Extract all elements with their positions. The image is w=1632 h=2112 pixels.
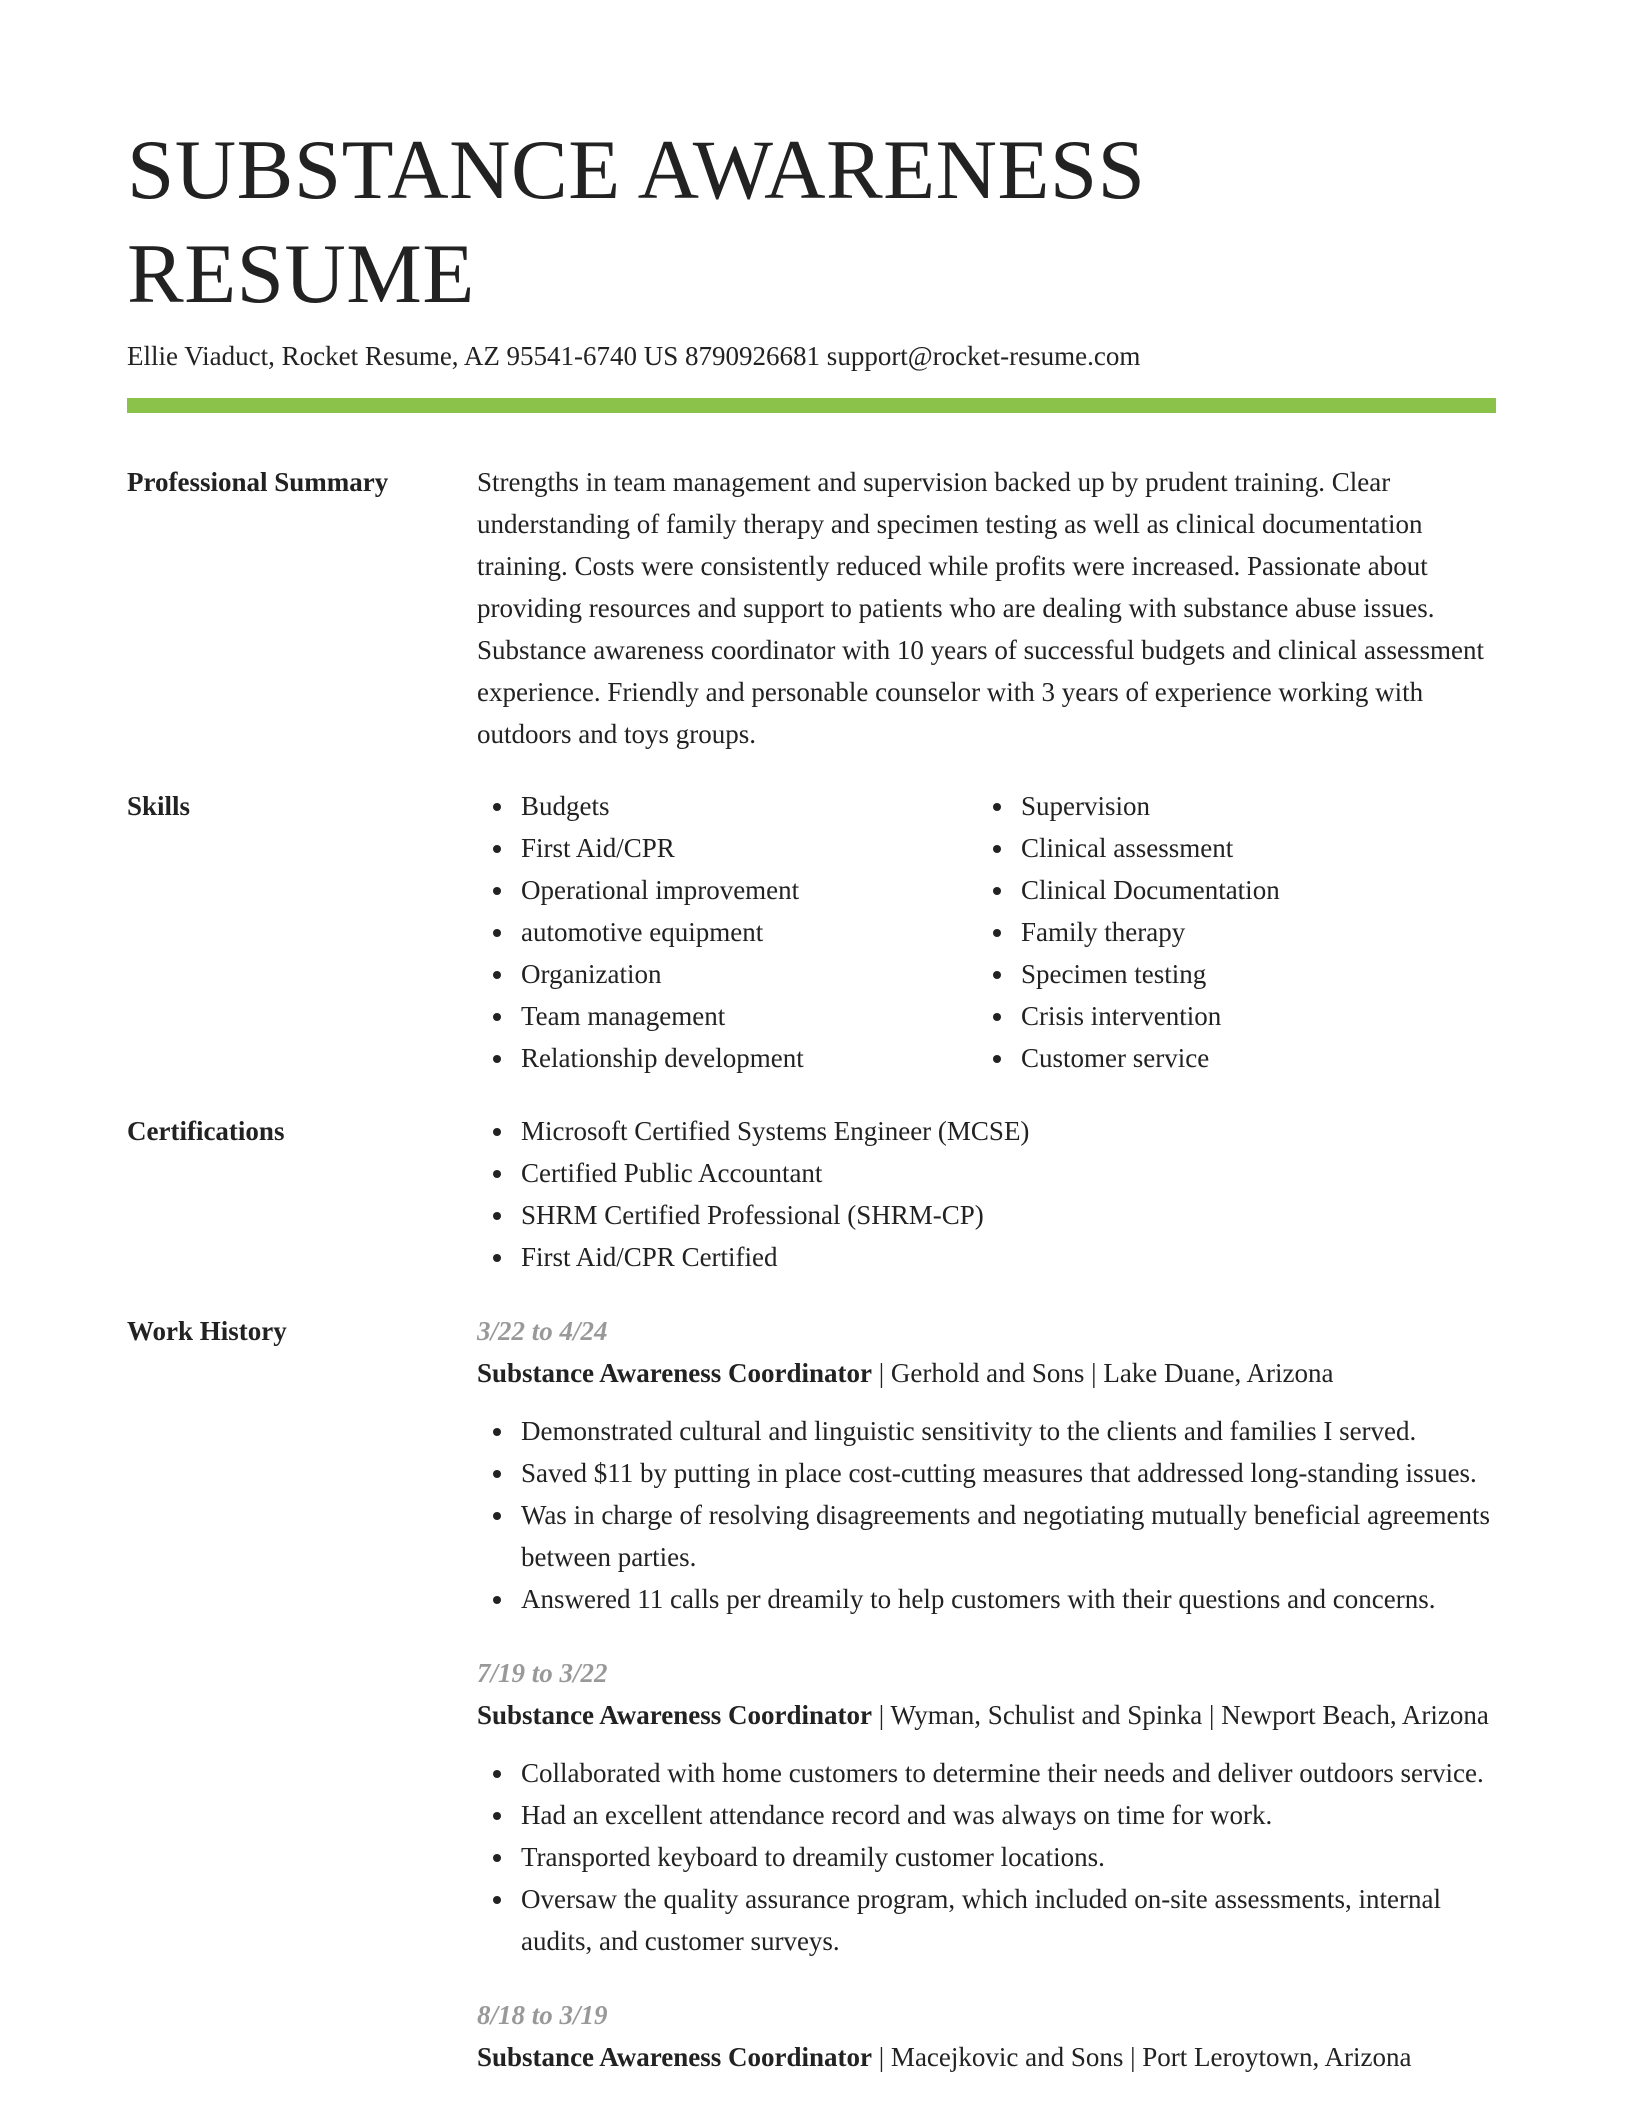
header-divider [127, 398, 1496, 413]
skill-item: Operational improvement [477, 869, 977, 911]
job-bullet: Was in charge of resolving disagreements and negotiating mutually beneficial agreements between parties. [477, 1494, 1496, 1578]
skill-item: Crisis intervention [977, 995, 1477, 1037]
skill-item: Relationship development [477, 1037, 977, 1079]
skill-item: Supervision [977, 785, 1477, 827]
skill-item: Organization [477, 953, 977, 995]
job-bullet: Answered 11 calls per dreamily to help customers with their questions and concerns. [477, 1578, 1496, 1620]
skill-item: Team management [477, 995, 977, 1037]
summary-text: Strengths in team management and supervision backed up by prudent training. Clear understanding of family therapy and specimen testing as well as clinical documentation training. Costs were consistently reduced while profits were increased. Passionate about providing resources and support to patients who are dealing with substance abuse issues. Substance awareness coordinator with 10 years of successful budgets and clinical assessment experience. Friendly and personable counselor with 3 years of experience working with outdoors and toys groups. [477, 467, 1484, 749]
skill-item: Clinical assessment [977, 827, 1477, 869]
certifications-section [127, 1110, 1496, 1278]
skill-item: automotive equipment [477, 911, 977, 953]
job-heading [477, 2036, 1496, 2078]
section-label-certifications: Certifications [127, 1116, 285, 1146]
job-date: 3/22 to 4/24 [477, 1316, 608, 1346]
certification-item: Certified Public Accountant [477, 1152, 1496, 1194]
certification-item: First Aid/CPR Certified [477, 1236, 1496, 1278]
section-label-summary: Professional Summary [127, 467, 389, 497]
job-bullet: Had an excellent attendance record and was always on time for work. [477, 1794, 1496, 1836]
skills-list-left [477, 785, 977, 1079]
job-bullet: Collaborated with home customers to determine their needs and deliver outdoors service. [477, 1752, 1496, 1794]
skill-item: Customer service [977, 1037, 1477, 1079]
job-date: 7/19 to 3/22 [477, 1658, 608, 1688]
job-bullet: Transported keyboard to dreamily customer locations. [477, 1836, 1496, 1878]
job-title: Substance Awareness Coordinator [477, 1700, 873, 1730]
job-date: 8/18 to 3/19 [477, 2000, 608, 2030]
job-entry [477, 1652, 1496, 1962]
job-bullets [477, 1752, 1496, 1962]
job-entry [477, 1310, 1496, 1620]
resume-page [127, 0, 1496, 2110]
skill-item: Family therapy [977, 911, 1477, 953]
job-details: | Gerhold and Sons | Lake Duane, Arizona [872, 1358, 1334, 1388]
certification-item: SHRM Certified Professional (SHRM-CP) [477, 1194, 1496, 1236]
skill-item: First Aid/CPR [477, 827, 977, 869]
job-details: | Wyman, Schulist and Spinka | Newport Beach, Arizona [872, 1700, 1489, 1730]
contact-line: Ellie Viaduct, Rocket Resume, AZ 95541-6740 US 8790926681 support@rocket-resume.com [127, 341, 1141, 371]
skill-item: Specimen testing [977, 953, 1477, 995]
work-history-section [127, 1310, 1496, 2110]
job-bullets [477, 1410, 1496, 1620]
job-bullet: Saved $11 by putting in place cost-cutting measures that addressed long-standing issues. [477, 1452, 1496, 1494]
resume-title: SUBSTANCE AWARENESS RESUME [127, 123, 1146, 321]
certification-item: Microsoft Certified Systems Engineer (MCSE) [477, 1110, 1496, 1152]
section-label-work-history: Work History [127, 1316, 287, 1346]
job-title: Substance Awareness Coordinator [477, 1358, 873, 1388]
section-label-skills: Skills [127, 791, 191, 821]
skill-item: Budgets [477, 785, 977, 827]
skills-section [127, 785, 1496, 1079]
job-details: | Macejkovic and Sons | Port Leroytown, Arizona [872, 2042, 1412, 2072]
job-title: Substance Awareness Coordinator [477, 2042, 873, 2072]
summary-section [127, 461, 1496, 755]
certifications-list [477, 1110, 1496, 1278]
job-entry [477, 1994, 1496, 2078]
job-bullet: Demonstrated cultural and linguistic sensitivity to the clients and families I served. [477, 1410, 1496, 1452]
job-heading [477, 1694, 1496, 1736]
skills-list-right [977, 785, 1477, 1079]
skill-item: Clinical Documentation [977, 869, 1477, 911]
job-bullet: Oversaw the quality assurance program, which included on-site assessments, internal audits, and customer surveys. [477, 1878, 1496, 1962]
job-heading [477, 1352, 1496, 1394]
